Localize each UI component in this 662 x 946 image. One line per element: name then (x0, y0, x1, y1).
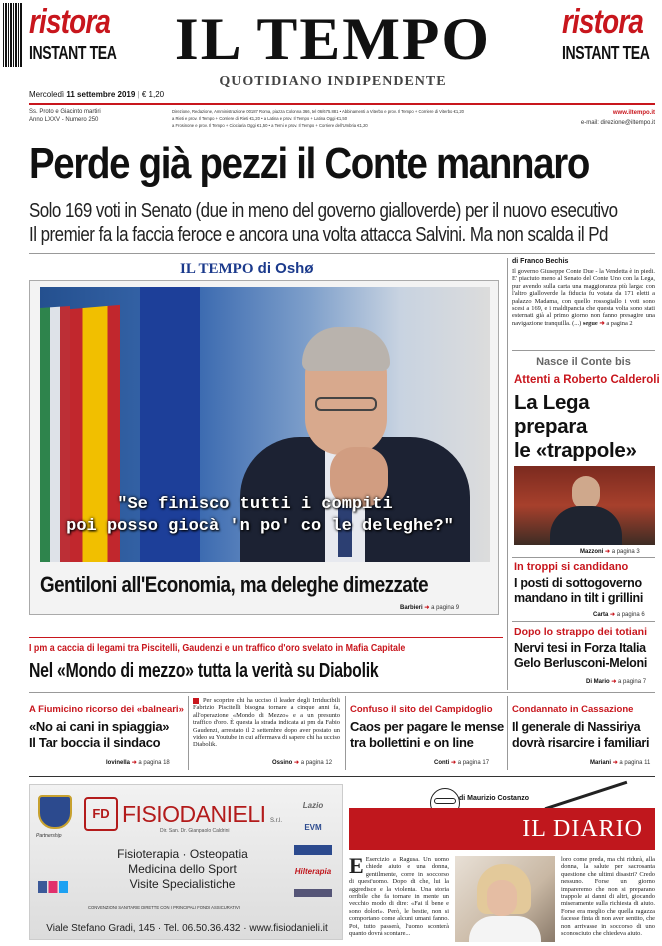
nassiriya-byline (590, 759, 650, 766)
osho-suffix: di Oshø (257, 260, 314, 277)
partner-3-icon (294, 845, 332, 855)
diario-photo-face (487, 880, 517, 916)
ad-brand-left (29, 2, 129, 86)
barcode (3, 3, 22, 67)
arrow-icon: ➜ (294, 760, 300, 766)
person-hair (302, 327, 390, 371)
ad-convention: CONVENZIONI SANITARIE DIRETTE CON I PRINCIPALI FONDI ASSICURATIVI (88, 905, 240, 910)
ad-brand-sub-right: INSTANT TEA (562, 43, 650, 63)
photo-byline-page[interactable]: a pagina 9 (431, 605, 460, 611)
arrow-icon: ➜ (610, 612, 616, 618)
ad-service-3: Visite Specialistiche (129, 877, 236, 891)
editorial-page[interactable]: a pagina 2 (606, 319, 633, 327)
calderoli-head (572, 476, 600, 510)
fiumicino-kicker: A Fiumicino ricorso dei «balneari» (29, 704, 184, 715)
diario-dropcap: E (349, 856, 364, 878)
calderoli-photo (514, 466, 655, 545)
saints: Ss. Proto e Giacinto martiri (29, 109, 101, 115)
divider-sottogoverno (512, 557, 655, 558)
campidoglio-title-2: tra bollettini e on line (350, 735, 474, 750)
masthead-info-1: Direzione, Redazione, Amministrazione 00187 Roma, piazza Colonna 366, tel 06/675.881 • Abbinamenti a Viterbo e prov. Il Tempo + Corriere di Viterbo €1,20 (172, 109, 465, 114)
issue-number: Anno LXXV - Numero 250 (29, 117, 99, 123)
diario-text (349, 856, 449, 942)
mafia-title: Nel «Mondo di mezzo» tutta la verità su Diabolik (29, 660, 379, 682)
ad-address[interactable]: Viale Stefano Gradi, 145 · Tel. 06.50.36.432 · www.fisiodanieli.it (46, 923, 328, 934)
mafia-kicker: I pm a caccia di legami tra Piscitelli, Gaudenzi e un traffico d'oro svelato in Mafia Capitale (29, 642, 406, 654)
masthead-info-3: a Frosinone e prov. Il Tempo + Ciociaria Oggi €1,50 • a Terni e prov. Il Tempo + Corriere dell'Umbria €1,20 (172, 123, 368, 128)
campidoglio-title (350, 719, 510, 751)
calderoli-body (550, 506, 622, 545)
ad-service-2: Medicina dello Sport (128, 862, 237, 876)
mafia-byline-author: Ossino (272, 760, 293, 766)
nassiriya-title (512, 719, 662, 751)
mafia-rule (29, 637, 503, 638)
editorial-text (512, 268, 655, 344)
caricature-glasses (434, 798, 456, 804)
partner-1: Lazio (302, 801, 324, 810)
fiumicino-title-1: «No ai cani in spiaggia» (29, 719, 170, 734)
arrow-icon: ➜ (599, 319, 605, 327)
partner-5-icon (294, 889, 332, 897)
main-headline: Perde già pezzi il Conte mannaro (29, 139, 590, 188)
person-glasses (315, 397, 377, 411)
arrow-icon: ➜ (612, 760, 618, 766)
divider-right-column (507, 258, 508, 690)
sottogoverno-byline (593, 611, 645, 618)
date-value: 11 settembre 2019 (66, 90, 136, 99)
ad-brand-right (562, 2, 662, 86)
photo-quote-line-1: "Se finisco tutti i compiti (117, 495, 393, 514)
divider-col-3 (507, 696, 508, 770)
bis-title-2: le «trappole» (514, 439, 637, 462)
photo-quote (40, 494, 490, 538)
date-line: Mercoledì 11 settembre 2019 | € 1,20 (29, 90, 165, 99)
nassiriya-title-2: dovrà risarcire i familiari (512, 736, 650, 750)
editorial-author: di Franco Bechis (512, 258, 569, 265)
fiumicino-title-2: Il Tar boccia il sindaco (29, 735, 161, 750)
editorial-more: segue (582, 319, 598, 327)
campidoglio-byline-author: Conti (434, 760, 450, 766)
ad-services (90, 847, 275, 892)
ad-director: Dir. San. Dr. Gianpaolo Caldrini (160, 828, 230, 834)
fisiodanieli-ad[interactable] (29, 784, 343, 940)
masthead-info-2: a Rieti e prov. Il Tempo + Corriere di Rieti €1,20 • a Latina e prov. Il Tempo + Latina Oggi €1,50 (172, 116, 348, 121)
totiani-byline (586, 678, 646, 685)
social-icons (38, 881, 68, 893)
arrow-icon: ➜ (451, 760, 457, 766)
mafia-byline (272, 759, 332, 766)
fiumicino-title (29, 719, 199, 751)
fiumicino-byline-author: Iovinella (106, 760, 131, 766)
fiumicino-byline-page[interactable]: a pagina 18 (138, 760, 170, 766)
totiani-title-2: Gelo Berlusconi-Meloni (514, 656, 647, 670)
nassiriya-kicker: Condannato in Cassazione (512, 704, 634, 715)
fiumicino-byline (106, 759, 170, 766)
bis-byline (580, 548, 640, 555)
sottogoverno-title-2: mandano in tilt i grillini (514, 591, 644, 605)
nassiriya-byline-page[interactable]: a pagina 11 (619, 760, 651, 766)
divider-col-1 (188, 696, 189, 770)
totiani-title-1: Nervi tesi in Forza Italia (514, 641, 646, 655)
ad-partner-label: Partnership (36, 833, 62, 839)
price: € 1,20 (141, 90, 165, 99)
bis-title-1: La Lega prepara (514, 391, 590, 438)
bis-byline-page[interactable]: a pagina 3 (611, 549, 640, 555)
diario-author: di Maurizio Costanzo (459, 795, 529, 802)
divider-ads (29, 776, 655, 777)
diario-body: Esercizio a Ragusa. Un uomo chiede aiuto e una donna, gentilmente, corre in soccorso di quest'uomo. Dopo di che, lui la aggredisce e la violenta. Una storia orribile che fa tornare in mente un vecchio modo di dire: «Fai il bene e sono dolori». Però, le bestie, non si comportano come alcuni umani fanno. Poi, tutto passerà, l'uomo sconterà quanto dovrà scontare... (349, 856, 449, 938)
ad-brand-name: ristora (29, 3, 111, 41)
ad-partners (288, 795, 338, 903)
shield-icon (38, 795, 72, 829)
date-weekday: Mercoledì (29, 90, 65, 99)
totiani-kicker: Dopo lo strappo dei totiani (514, 626, 647, 638)
totiani-byline-page[interactable]: a pagina 7 (618, 679, 647, 685)
bis-kicker: Attenti a Roberto Calderoli (514, 374, 660, 386)
photo-caption: Gentiloni all'Economia, ma deleghe dimezzate (40, 572, 429, 597)
masthead-title: IL TEMPO (174, 6, 492, 72)
pen-icon (545, 781, 628, 810)
campidoglio-byline-page[interactable]: a pagina 17 (457, 760, 490, 766)
divider-headline (29, 253, 655, 254)
ad-brand-sub: INSTANT TEA (29, 43, 117, 63)
site-link[interactable]: www.iltempo.it (612, 110, 655, 116)
divider-col-2 (345, 696, 346, 770)
mafia-text: Per scoprire chi ha ucciso il leader degli Irriducibili Fabrizio Piscitelli bisogna tornare a cinque anni fa, all'operazione «Mondo di Mezzo» e a un presunto traffico d'oro. È questa la strada indicata ai pm da Fabio Gaudenzi, arrestato il 2 settembre dopo aver postato un video su Youtube in cui affermava di sapere chi ha ucciso Diabolik. (193, 697, 340, 749)
mafia-byline-page[interactable]: a pagina 12 (300, 760, 333, 766)
arrow-icon: ➜ (424, 605, 430, 611)
osho-brand: IL TEMPO (180, 261, 254, 277)
divider-bottom-news (29, 692, 655, 693)
arrow-icon: ➜ (131, 760, 137, 766)
ad-brand-name: FISIODANIELI (122, 801, 266, 827)
diario-banner (349, 808, 655, 850)
partner-2: EVM (304, 823, 322, 832)
divider-bis (512, 350, 655, 351)
sottogoverno-kicker: In troppi si candidano (514, 561, 629, 573)
bis-byline-author: Mazzoni (580, 549, 604, 555)
ad-service-1: Fisioterapia · Osteopatia (117, 847, 248, 861)
diario-text-2: loro come preda, ma chi ridurà, alla donna, la salute per sacrosanta questione che ultimi disastri? Credo nessuno. Forse un giorno impareremo che non si preparano trappole ai danni di altri, giocando miseramente sulla richiesta di aiuto. Forse era meglio che quella ragazza facesse finta di non aver sentito, che non arrivasse in soccorso di uno sconosciuto che chiedeva aiuto. (561, 856, 655, 938)
masthead-rule (29, 103, 655, 105)
campidoglio-byline (434, 759, 489, 766)
masthead-tagline: QUOTIDIANO INDIPENDENTE (219, 74, 447, 89)
sottogoverno-byline-page[interactable]: a pagina 6 (616, 612, 645, 618)
partner-4: Hilterapia (294, 867, 332, 876)
ad-brand-suffix: S.r.l. (270, 818, 283, 824)
sottogoverno-title-1: I posti di sottogoverno (514, 576, 642, 590)
sottogoverno-byline-author: Carta (593, 612, 609, 618)
photo-byline-author: Barbieri (400, 605, 423, 611)
email-link[interactable]: e-mail: direzione@iltempo.it (580, 120, 655, 126)
ad-brand (122, 801, 282, 828)
editorial-body: Il governo Giuseppe Conte Due - la Vendetta è in piedi. E' piaciuto meno al Senato del Conte Uno con la Lega, pur avendo sulla carta una maggioranza più larga: con l'altro gialloverde la fiducia fu votata da 171 eletti a palazzo Madama, con quello rossogiallo i voti sono scesi a 169, e i maldipancia che questa volta sono stati esternati già al primo giorno non fanno presagire una navigazione tranquilla. (...) (512, 268, 655, 327)
diario-photo-shirt (469, 916, 541, 942)
diario-photo (455, 856, 555, 942)
sottogoverno-title (514, 576, 662, 606)
totiani-byline-author: Di Mario (586, 679, 610, 685)
campidoglio-title-1: Caos per pagare le mense (350, 719, 504, 734)
divider-totiani (512, 621, 655, 622)
photo-quote-line-2: poi posso giocà 'n po' co le deleghe?" (66, 517, 454, 536)
arrow-icon: ➜ (611, 679, 617, 685)
ad-brand-name-right: ristora (562, 3, 644, 41)
campidoglio-kicker: Confuso il sito del Campidoglio (350, 704, 493, 715)
diario-title: IL DIARIO (522, 816, 643, 842)
subhead-1: Solo 169 voti in Senato (due in meno del governo gialloverde) per il nuovo esecutivo (29, 200, 618, 222)
nassiriya-byline-author: Mariani (590, 760, 612, 766)
arrow-icon: ➜ (605, 549, 611, 555)
fd-logo-icon: FD (84, 797, 118, 831)
totiani-title (514, 641, 662, 671)
subhead-2: Il premier fa la faccia feroce e ancora una volta attacca Salvini. Ma non scalda il Pd (29, 224, 608, 246)
nassiriya-title-1: Il generale di Nassiriya (512, 720, 641, 734)
bis-label: Nasce il Conte bis (536, 356, 631, 368)
photo-byline (400, 604, 459, 611)
osho-label (180, 260, 314, 278)
